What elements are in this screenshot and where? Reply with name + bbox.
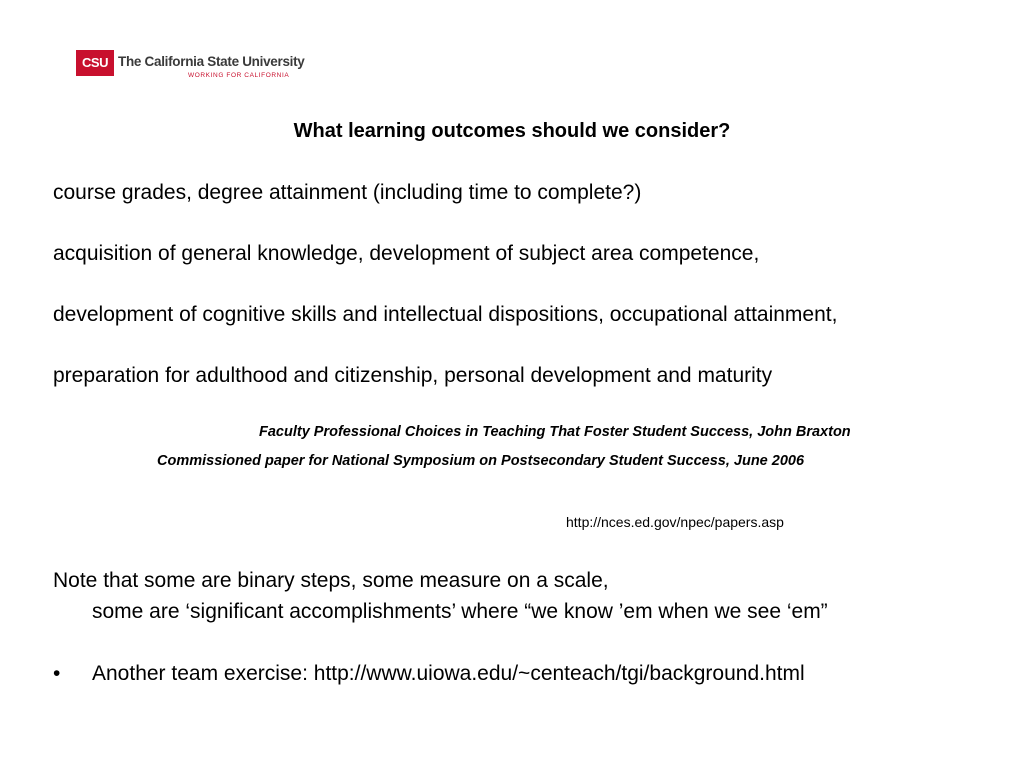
bullet-marker: • <box>53 662 61 685</box>
outcome-line-4: preparation for adulthood and citizenship, personal development and maturity <box>53 364 773 387</box>
citation-source: Commissioned paper for National Symposium on Postsecondary Student Success, June 2006 <box>157 453 805 469</box>
note-line-2: some are ‘significant accomplishments’ where “we know ’em when we see ‘em” <box>92 600 828 623</box>
team-exercise-link[interactable]: Another team exercise: http://www.uiowa.edu/~centeach/tgi/background.html <box>92 662 805 685</box>
csu-logo-tagline: WORKING FOR CALIFORNIA <box>188 72 290 79</box>
citation-title: Faculty Professional Choices in Teaching That Foster Student Success, John Braxton <box>259 424 851 440</box>
outcome-line-2: acquisition of general knowledge, development of subject area competence, <box>53 242 760 265</box>
outcome-line-3: development of cognitive skills and intellectual dispositions, occupational attainment, <box>53 303 838 326</box>
slide-title: What learning outcomes should we consider? <box>293 120 731 142</box>
citation-url[interactable]: http://nces.ed.gov/npec/papers.asp <box>566 514 784 530</box>
csu-logo-name: The California State University <box>118 54 305 69</box>
csu-logo-mark: CSU <box>76 50 114 76</box>
note-line-1: Note that some are binary steps, some measure on a scale, <box>53 569 609 592</box>
outcome-line-1: course grades, degree attainment (including time to complete?) <box>53 181 642 204</box>
